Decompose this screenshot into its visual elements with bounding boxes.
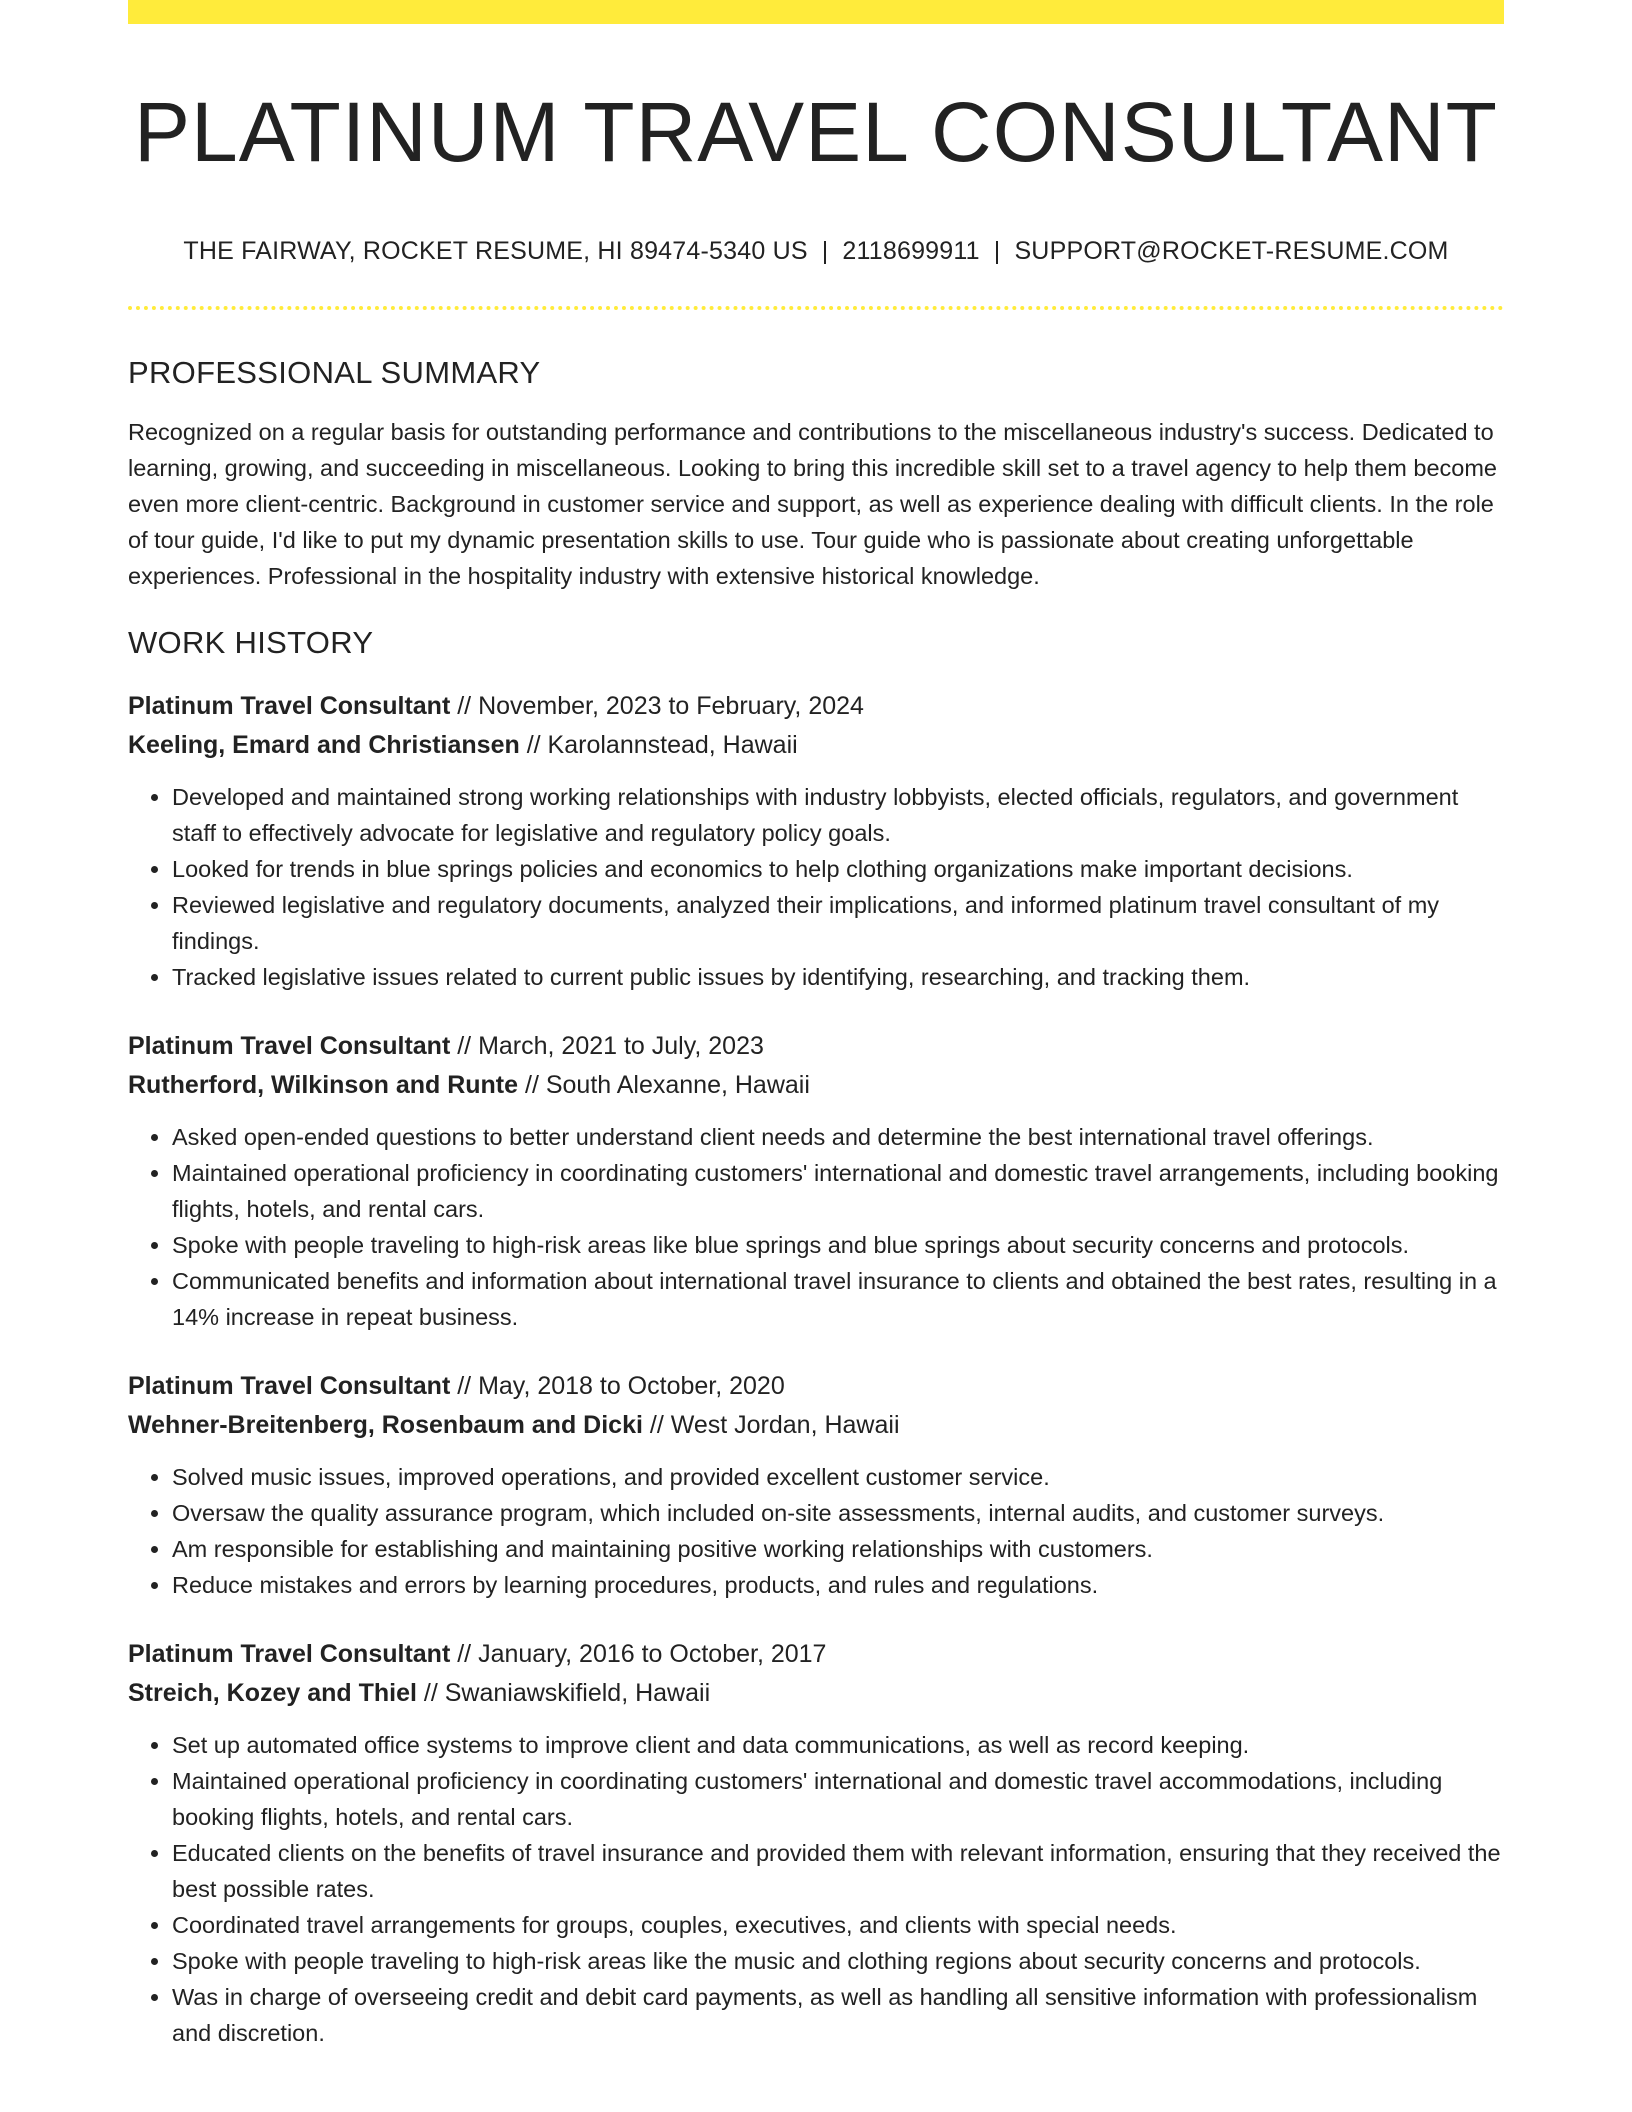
job-company-line [128, 726, 1504, 765]
contact-address: THE FAIRWAY, ROCKET RESUME, HI 89474-5340 US [183, 237, 808, 266]
job-bullet-item: • Am responsible for establishing and maintaining positive working relationships with customers. [172, 1531, 1504, 1567]
job-role: Platinum Travel Consultant [128, 1639, 451, 1668]
contact-separator: | [821, 237, 829, 266]
accent-bar [128, 0, 1504, 24]
job-bullet-item: • Maintained operational proficiency in coordinating customers' international and domestic travel arrangements, including booking flights, hotels, and rental cars. [172, 1155, 1504, 1227]
job-location: // Swaniawskifield, Hawaii [416, 1678, 711, 1707]
job-location: // West Jordan, Hawaii [642, 1410, 900, 1439]
resume-page [128, 0, 1504, 2051]
job-bullets [128, 779, 1504, 995]
job-company-line [128, 1674, 1504, 1713]
job-bullet-item: • Developed and maintained strong working relationships with industry lobbyists, elected officials, regulators, and government staff to effectively advocate for legislative and regulatory policy goals. [172, 779, 1504, 851]
job-dates: // November, 2023 to February, 2024 [450, 691, 864, 720]
job-entry [128, 1635, 1504, 2051]
summary-heading: PROFESSIONAL SUMMARY [128, 355, 541, 391]
job-bullet-item: • Was in charge of overseeing credit and debit card payments, as well as handling all sensitive information with professionalism and discretion. [172, 1979, 1504, 2051]
job-role-line [128, 1635, 1504, 1674]
job-entry [128, 1367, 1504, 1603]
contact-separator: | [993, 237, 1001, 266]
job-location: // South Alexanne, Hawaii [518, 1070, 810, 1099]
job-bullet-item: • Tracked legislative issues related to current public issues by identifying, researching, and tracking them. [172, 959, 1504, 995]
job-bullet-item: • Maintained operational proficiency in coordinating customers' international and domestic travel accommodations, including booking flights, hotels, and rental cars. [172, 1763, 1504, 1835]
dotted-divider [128, 306, 1504, 310]
job-role: Platinum Travel Consultant [128, 1371, 451, 1400]
job-role: Platinum Travel Consultant [128, 1031, 451, 1060]
job-company: Wehner-Breitenberg, Rosenbaum and Dicki [128, 1410, 643, 1439]
job-bullet-item: • Reviewed legislative and regulatory documents, analyzed their implications, and informed platinum travel consultant of my findings. [172, 887, 1504, 959]
job-company-line [128, 1066, 1504, 1105]
job-bullet-item: • Solved music issues, improved operations, and provided excellent customer service. [172, 1459, 1504, 1495]
job-role-line [128, 1367, 1504, 1406]
job-entry [128, 1027, 1504, 1335]
job-dates: // March, 2021 to July, 2023 [450, 1031, 764, 1060]
job-bullet-item: • Coordinated travel arrangements for groups, couples, executives, and clients with special needs. [172, 1907, 1504, 1943]
job-entry [128, 687, 1504, 995]
job-location: // Karolannstead, Hawaii [519, 730, 798, 759]
contact-email: SUPPORT@ROCKET-RESUME.COM [1014, 237, 1449, 266]
job-role-line [128, 1027, 1504, 1066]
job-role-line [128, 687, 1504, 726]
job-bullet-item: • Spoke with people traveling to high-risk areas like blue springs and blue springs about security concerns and protocols. [172, 1227, 1504, 1263]
job-company: Keeling, Emard and Christiansen [128, 730, 520, 759]
summary-text: Recognized on a regular basis for outstanding performance and contributions to the miscellaneous industry's success. Dedicated to learning, growing, and succeeding in miscellaneous. Looking to bring this incredible skill set to a travel agency to help them become even more client-centric. Background in customer service and support, as well as experience dealing with difficult clients. In the role of tour guide, I'd like to put my dynamic presentation skills to use. Tour guide who is passionate about creating unforgettable experiences. Professional in the hospitality industry with extensive historical knowledge. [128, 418, 1498, 589]
job-bullets [128, 1459, 1504, 1603]
job-company-line [128, 1406, 1504, 1445]
job-company: Rutherford, Wilkinson and Runte [128, 1070, 519, 1099]
job-bullet-item: • Oversaw the quality assurance program, which included on-site assessments, internal audits, and customer surveys. [172, 1495, 1504, 1531]
contact-phone: 2118699911 [842, 237, 980, 266]
job-bullets [128, 1119, 1504, 1335]
job-bullet-item: • Set up automated office systems to improve client and data communications, as well as record keeping. [172, 1727, 1504, 1763]
job-bullet-item: • Asked open-ended questions to better understand client needs and determine the best international travel offerings. [172, 1119, 1504, 1155]
job-role: Platinum Travel Consultant [128, 691, 451, 720]
job-bullet-item: • Reduce mistakes and errors by learning procedures, products, and rules and regulations. [172, 1567, 1504, 1603]
job-bullet-item: • Looked for trends in blue springs policies and economics to help clothing organizations make important decisions. [172, 851, 1504, 887]
job-bullet-item: • Educated clients on the benefits of travel insurance and provided them with relevant information, ensuring that they received the best possible rates. [172, 1835, 1504, 1907]
job-dates: // January, 2016 to October, 2017 [450, 1639, 827, 1668]
job-bullet-item: • Communicated benefits and information about international travel insurance to clients and obtained the best rates, resulting in a 14% increase in repeat business. [172, 1263, 1504, 1335]
candidate-name: PLATINUM TRAVEL CONSULTANT [134, 85, 1498, 179]
work-history-list [128, 687, 1504, 2051]
job-bullets [128, 1727, 1504, 2051]
job-company: Streich, Kozey and Thiel [128, 1678, 417, 1707]
job-dates: // May, 2018 to October, 2020 [450, 1371, 785, 1400]
contact-line [128, 236, 1504, 266]
job-bullet-item: • Spoke with people traveling to high-risk areas like the music and clothing regions about security concerns and protocols. [172, 1943, 1504, 1979]
work-history-heading: WORK HISTORY [128, 624, 374, 660]
